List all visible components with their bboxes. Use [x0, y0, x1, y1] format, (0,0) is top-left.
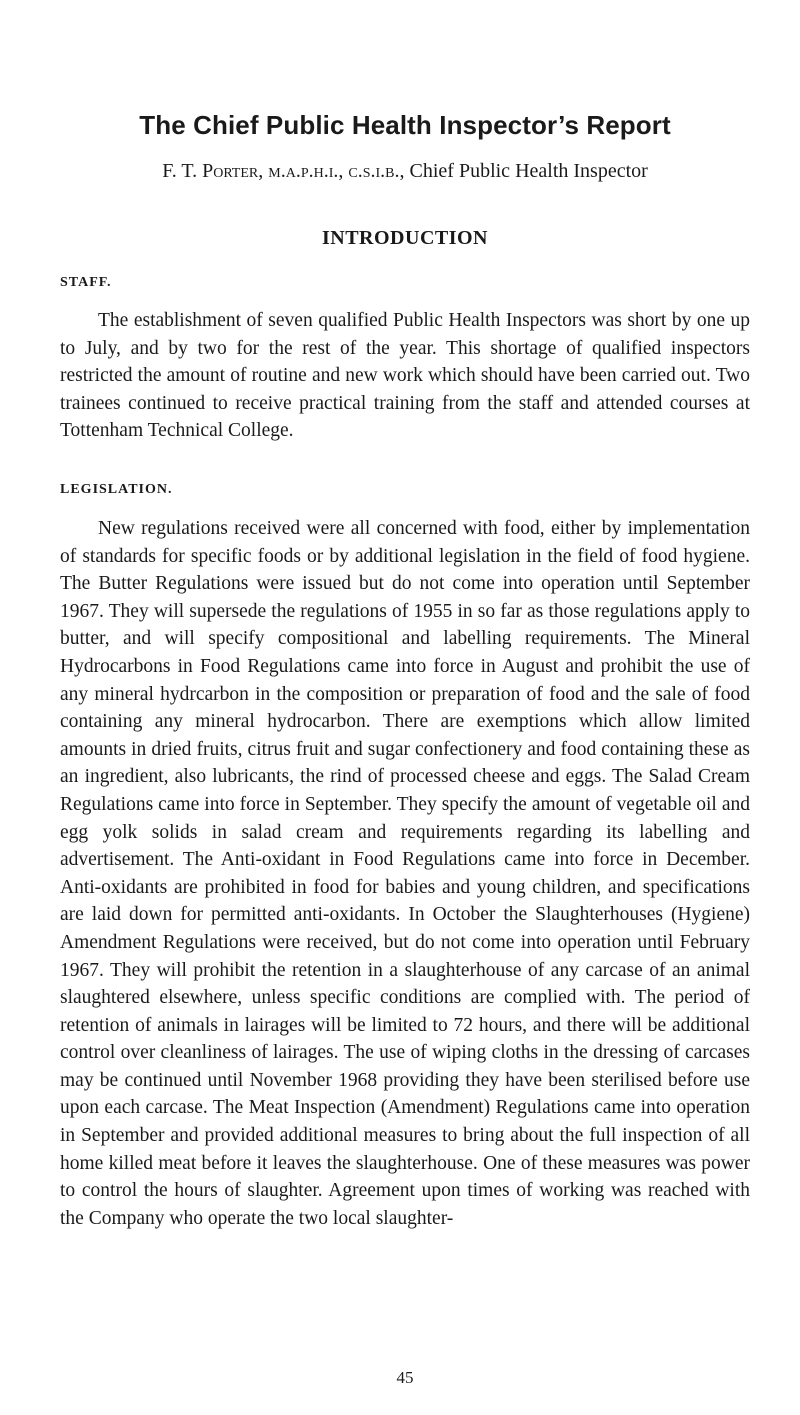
- author-role: Chief Public Health Inspector: [409, 160, 648, 182]
- author-name: F. T. Porter,: [162, 160, 264, 182]
- staff-heading: STAFF.: [60, 275, 112, 290]
- legislation-paragraph: New regulations received were all concerned with food, either by implementation of standards for specific foods or by additional legislation in the field of food hygiene. The Butter Regulations were issued but do not come into operation until September 1967. They will supersede the regulations of 1955 in so far as those regulations apply to butter, and will specify compositional and labelling requirements. The Mineral Hydrocarbons in Food Regulations came into force in August and prohibit the use of any mineral hydrcarbon in the composition or preparation of food and the sale of food containing any mineral hydrocarbon. There are exemptions which allow limited amounts in dried fruits, citrus fruit and sugar confectionery and food containing these as an ingredient, also lubricants, the rind of processed cheese and eggs. The Salad Cream Regulations came into force in September. They specify the amount of vegetable oil and egg yolk solids in salad cream and requirements regarding its labelling and advertisement. The Anti-oxidant in Food Regulations came into force in December. Anti-oxidants are prohibited in food for babies and young children, and specifications are laid down for permitted anti-oxidants. In October the Slaughterhouses (Hygiene) Amendment Regulations were received, but do not come into operation until February 1967. They will prohibit the retention in a slaughterhouse of any carcase of an animal slaughtered elsewhere, unless specific conditions are complied with. The period of retention of animals in lairages will be limited to 72 hours, and there will be additional control over cleanliness of lairages. The use of wiping cloths in the dressing of carcases may be continued until November 1968 providing they have been sterilised before use upon each carcase. The Meat Inspection (Amendment) Regulations came into operation in September and provided additional measures to bring about the full inspection of all home killed meat before it leaves the slaughterhouse. One of these measures was power to control the hours of slaughter. Agreement upon times of working was reached with the Company who operate the two local slaughter-: [60, 518, 750, 1229]
- author-qualifications: m.a.p.h.i., c.s.i.b.,: [268, 160, 405, 182]
- staff-paragraph: The establishment of seven qualified Public Health Inspectors was short by one up to July, and by two for the rest of the year. This shortage of qualified inspectors restricted the amount of routine and new work which should have been carried out. Two trainees continued to receive practical training from the staff and attended courses at Tottenham Technical College.: [60, 310, 750, 442]
- author-byline: [60, 160, 750, 183]
- legislation-heading: LEGISLATION.: [60, 482, 173, 497]
- introduction-heading: INTRODUCTION: [321, 227, 489, 249]
- report-page: [60, 0, 750, 1415]
- report-title: The Chief Public Health Inspector’s Report: [139, 110, 671, 140]
- page-number: 45: [396, 1368, 414, 1387]
